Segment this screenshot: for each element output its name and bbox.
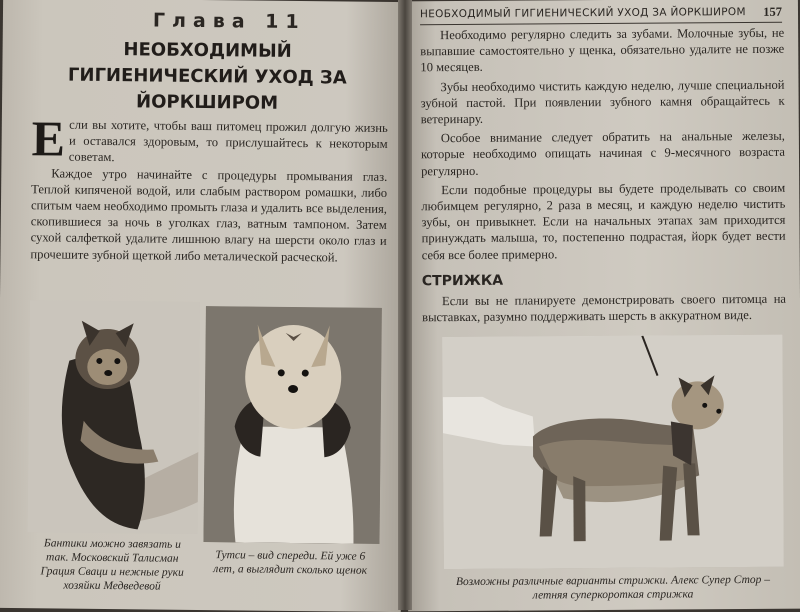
drop-cap: Е — [31, 110, 66, 167]
paragraph: Необходимо регулярно следить за зубами. Молочные зубы, не выпавшие самостоятельно у щенка, обязательно удалите не позже 10 месяцев. — [420, 25, 785, 75]
right-page — [404, 0, 800, 611]
yorkie-stance-illustration — [442, 335, 784, 569]
chapter-title: НЕОБХОДИМЫЙ ГИГИЕНИЧЕСКИЙ УХОД ЗА ЙОРКШИРОМ — [67, 39, 347, 114]
photo1-caption: Бантики можно завязать и так. Московский Талисман Грация Сваци и нежные руки хозяйки Медведевой — [40, 537, 184, 593]
left-body-text — [30, 110, 388, 266]
yorkie-held-illustration — [28, 300, 200, 534]
photo3-caption: Возможны различные варианты стрижки. Алекс Супер Стор – летняя суперкороткая стрижка — [455, 573, 771, 602]
photo-tutsi-front — [203, 306, 381, 544]
photo-yorkie-held — [28, 300, 200, 534]
page-number: 157 — [763, 4, 783, 19]
paragraph: Зубы необходимо чистить каждую неделю, лучше специальной зубной пастой. При появлении зубного камня обращайтесь к ветеринару. — [420, 77, 785, 127]
running-head-title: НЕОБХОДИМЫЙ ГИГИЕНИЧЕСКИЙ УХОД ЗА ЙОРКШИРОМ — [419, 6, 746, 21]
running-header — [420, 5, 782, 26]
chapter-heading: Глава 11 — [152, 9, 306, 34]
photo-yorkie-stance — [442, 335, 784, 569]
book-gutter — [398, 0, 412, 610]
paragraph: Если подобные процедуры вы будете проделывать со своим любимцем регулярно, 2 раза в месяц, и каждую неделю чистить зубы, он привыкнет. Если на начальных этапах зам приходится принуждать малыша, то, постепенно подрастая, йорк будет вести себя все более примерно. — [421, 180, 786, 262]
paragraph — [31, 110, 388, 168]
section-body-text — [422, 291, 786, 326]
paragraph: Если вы не планируете демонстрировать своего питомца на выставках, разумно поддерживать шерсть в аккуратном виде. — [422, 291, 787, 325]
paragraph-text: сли вы хотите, чтобы ваш питомец прожил долгую жизнь и оставался здоровым, то прислушайтесь к некоторым советам. — [68, 117, 388, 165]
right-body-text — [420, 25, 786, 266]
photo2-caption: Тутси – вид спереди. Ей уже 6 лет, а выглядит сколько щенок — [213, 549, 368, 577]
section-heading: СТРИЖКА — [421, 272, 504, 290]
paragraph: Особое внимание следует обратить на анальные железы, которые необходимо опищать начиная с 9-месячного возраста регулярно. — [420, 128, 786, 178]
paragraph: Каждое утро начинайте с процедуры промывания глаз. Теплой кипяченой водой, или слабым раствором ромашки, либо спитым чаем необходимо промыть глаза и удалить все выделения, скопившиеся за ночь в уголках глаз, ватным тампоном. Затем сухой салфеткой удалите лишнюю влагу на шерсти около глаз и прочешите зубной щеткой либо металической расческой. — [30, 166, 388, 265]
tutsi-illustration — [203, 306, 381, 544]
